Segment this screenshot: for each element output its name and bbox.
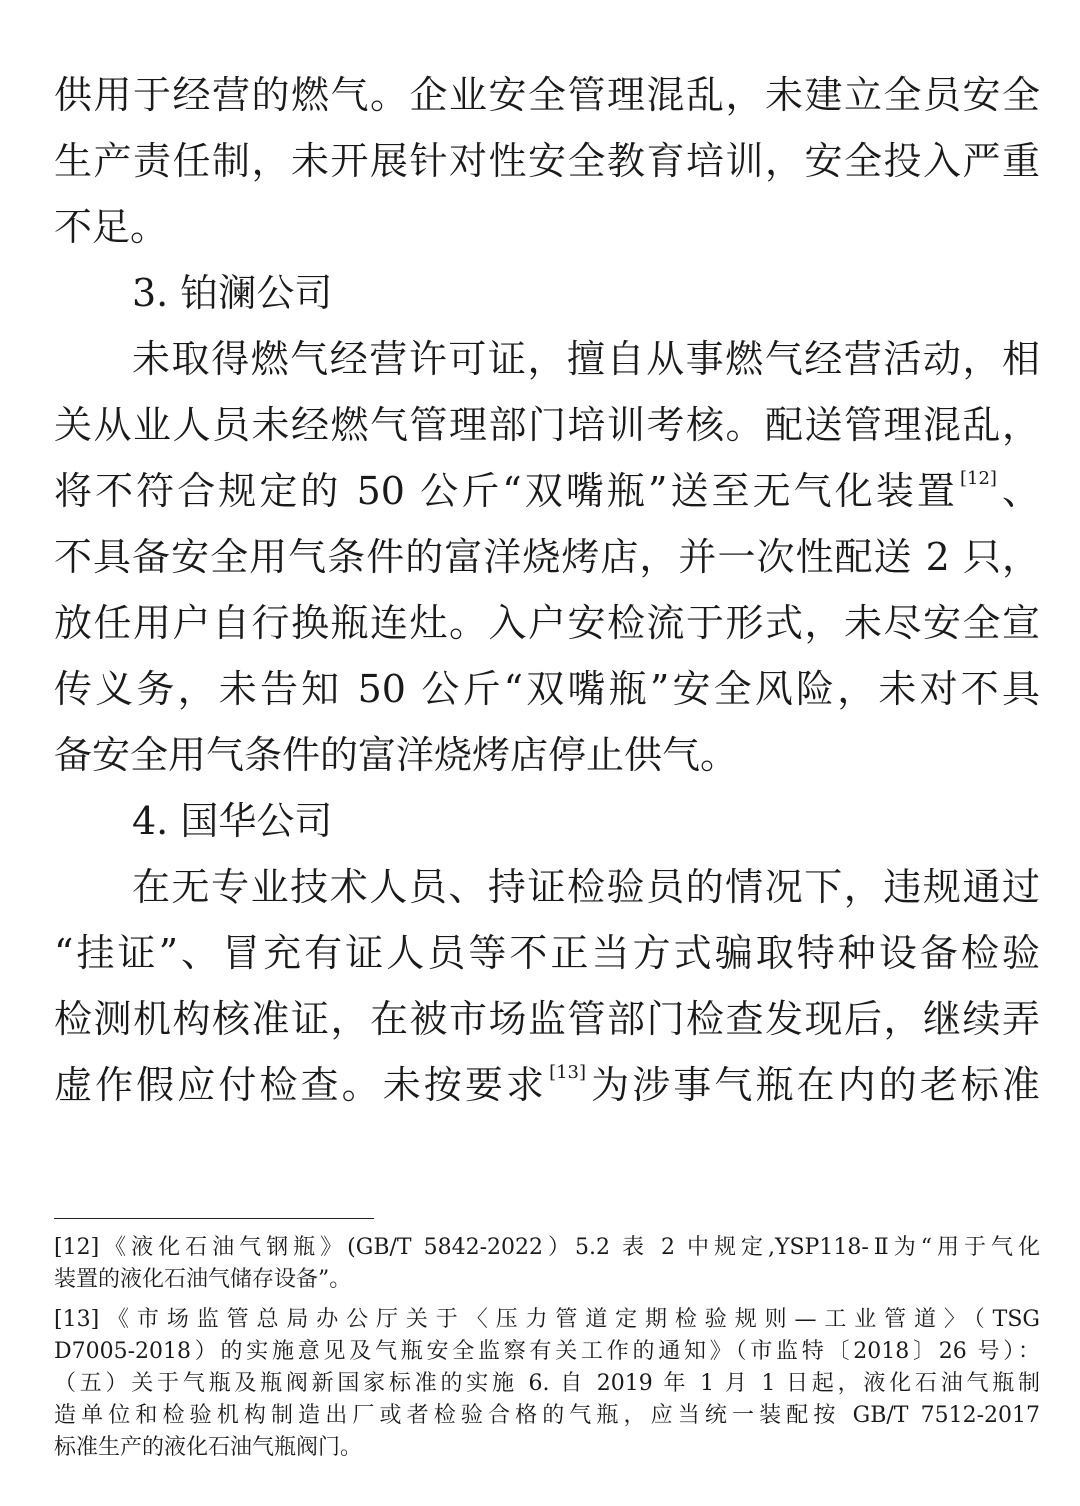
footnote-line: [12]《液化石油气钢瓶》(GB/T 5842-2022）5.2 表 2 中规定,YSP118-Ⅱ为“用于气化 — [54, 1235, 1040, 1260]
body-line: 供用于经营的燃气。企业安全管理混乱，未建立全员安全 — [54, 73, 1040, 117]
footnote-line: D7005-2018）的实施意见及气瓶安全监察有关工作的通知》（市监特〔2018〕26 号）： — [54, 1339, 1040, 1364]
body-line: 检测机构核准证，在被市场监管部门检查发现后，继续弄 — [54, 997, 1040, 1041]
footnote-line: 装置的液化石油气储存设备”。 — [54, 1267, 352, 1292]
footnote-divider — [54, 1218, 374, 1219]
body-line: 不足。 — [54, 205, 169, 249]
footnote-line: 标准生产的液化石油气瓶阀门。 — [54, 1435, 363, 1460]
body-text: 为涉事气瓶在内的老标准 — [588, 1063, 1040, 1107]
body-line: “挂证”、冒充有证人员等不正当方式骗取特种设备检验 — [54, 931, 1040, 975]
footnote-ref-12: [12] — [959, 468, 997, 489]
footnote-line: [13]《市场监管总局办公厅关于〈压力管道定期检验规则—工业管道〉（TSG — [54, 1307, 1040, 1332]
body-line: 备安全用气条件的富洋烧烤店停止供气。 — [54, 733, 739, 777]
footnote-line: （五）关于气瓶及瓶阀新国家标准的实施 6. 自 2019 年 1 月 1 日起，液化石油气瓶制 — [54, 1371, 1040, 1396]
body-line: 不具备安全用气条件的富洋烧烤店，并一次性配送 2 只， — [54, 535, 1040, 579]
section-heading-3: 3. 铂澜公司 — [132, 271, 333, 315]
body-line: 传义务，未告知 50 公斤“双嘴瓶”安全风险，未对不具 — [54, 667, 1040, 711]
body-line: 生产责任制，未开展针对性安全教育培训，安全投入严重 — [54, 139, 1040, 183]
body-line-with-ref-12 — [54, 458, 1040, 524]
footnote-ref-13: [13] — [549, 1062, 587, 1083]
body-line: 放任用户自行换瓶连灶。入户安检流于形式，未尽安全宣 — [54, 601, 1040, 645]
body-line: 未取得燃气经营许可证，擅自从事燃气经营活动，相 — [132, 337, 1040, 381]
body-text: 将不符合规定的 50 公斤“双嘴瓶”送至无气化装置 — [54, 469, 958, 513]
body-line: 在无专业技术人员、持证检验员的情况下，违规通过 — [132, 865, 1040, 909]
body-line-with-ref-13 — [54, 1052, 1040, 1118]
section-heading-4: 4. 国华公司 — [132, 799, 333, 843]
body-text: 虚作假应付检查。未按要求 — [54, 1063, 548, 1107]
body-line: 关从业人员未经燃气管理部门培训考核。配送管理混乱， — [54, 403, 1040, 447]
footnote-line: 造单位和检验机构制造出厂或者检验合格的气瓶，应当统一装配按 GB/T 7512-2017 — [54, 1403, 1040, 1428]
body-text: 、 — [998, 469, 1040, 513]
